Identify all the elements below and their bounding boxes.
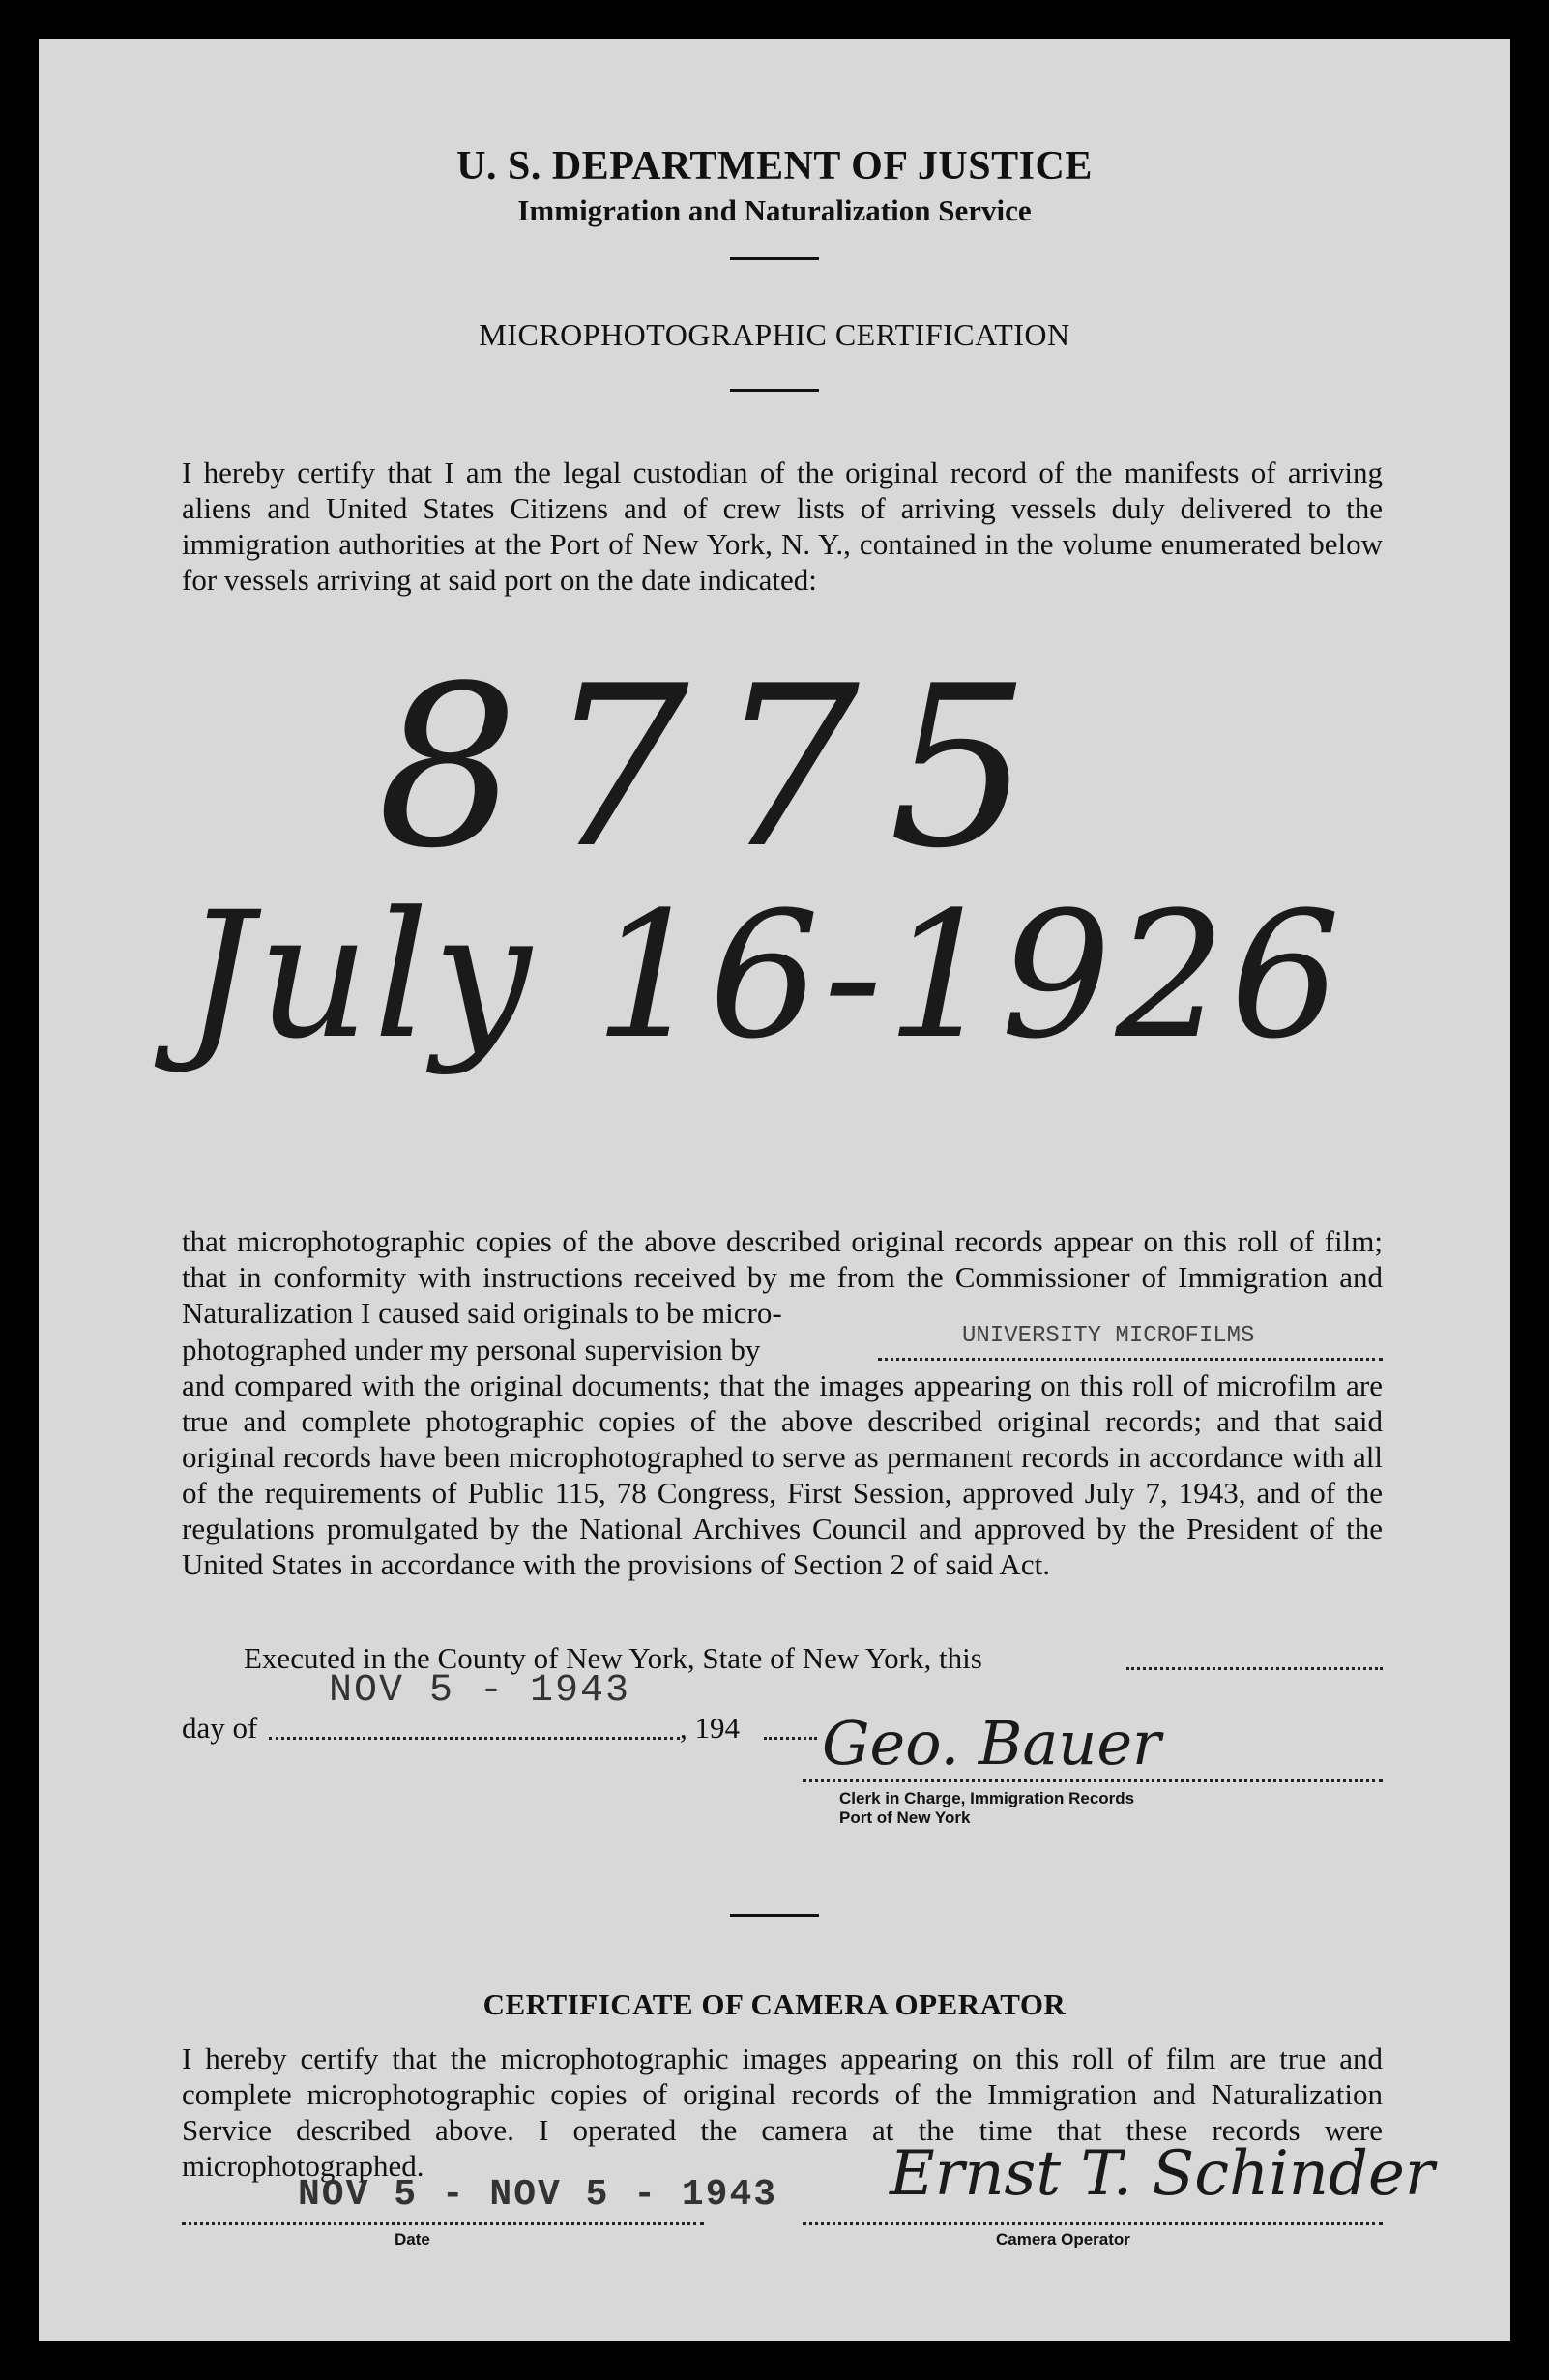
year-label: , 194	[680, 1711, 740, 1745]
executed-line	[1126, 1667, 1383, 1670]
day-of-label: day of	[182, 1711, 258, 1745]
photographed-by-line	[878, 1358, 1383, 1361]
clerk-signature-line	[803, 1779, 1383, 1782]
certification-body-part2: and compared with the original documents; that the images appearing on this roll of microfilm are true and complete photographic copies of the above described original records; and that said original records have been microphotographed to serve as permanent records in accordance with all of the requirements of Public 115, 78 Congress, First Session, approved July 7, 1943, and of the regulations promulgated by the National Archives Council and approved by the President of the United States in accordance with the provisions of Section 2 of said Act.	[182, 1368, 1383, 1581]
department-title: U. S. DEPARTMENT OF JUSTICE	[456, 144, 1093, 189]
certificate-page	[39, 39, 1510, 2341]
camera-operator-signature: Ernst T. Schinder	[890, 2138, 1435, 2210]
handwritten-volume-number: 8775	[377, 639, 1060, 897]
year-line	[764, 1737, 817, 1740]
date-line	[182, 2222, 704, 2225]
clerk-title-line1: Clerk in Charge, Immigration Records	[839, 1789, 1135, 1807]
photographed-by-stamp: UNIVERSITY MICROFILMS	[962, 1323, 1255, 1349]
clerk-title-line2: Port of New York	[839, 1808, 971, 1827]
certification-intro: I hereby certify that I am the legal custodian of the original record of the manifests of arriving aliens and United States Citizens and of crew lists of arriving vessels duly delivered to the immigration authorities at the Port of New York, N. Y., contained in the volume enumerated below for vessels arriving at said port on the date indicated:	[182, 455, 1383, 597]
executed-date-stamp: NOV 5 - 1943	[329, 1669, 631, 1713]
divider	[730, 257, 819, 260]
divider	[730, 389, 819, 392]
executed-text: Executed in the County of New York, State of New York, this	[244, 1641, 982, 1675]
operator-date-stamp: NOV 5 - NOV 5 - 1943	[298, 2174, 778, 2216]
handwritten-date: July 16-1926	[184, 875, 1345, 1077]
camera-operator-line	[803, 2222, 1383, 2225]
divider	[730, 1914, 819, 1917]
service-subtitle: Immigration and Naturalization Service	[517, 193, 1032, 227]
clerk-signature: Geo. Bauer	[822, 1708, 1161, 1778]
certification-body-part1: that microphotographic copies of the above described original records appear on this roll of film; that in conformity with instructions received by me from the Commissioner of Immigration and Naturalization I caused said originals to be micro-	[182, 1224, 1383, 1330]
day-of-line	[269, 1737, 680, 1740]
camera-operator-text: I hereby certify that the microphotographic images appearing on this roll of film are true and complete microphotographic copies of original records of the Immigration and Naturalization Service described above. I operated the camera at the time that these records were microphotographed.	[182, 2042, 1383, 2183]
certification-heading: MICROPHOTOGRAPHIC CERTIFICATION	[479, 317, 1070, 352]
camera-operator-heading: CERTIFICATE OF CAMERA OPERATOR	[482, 1987, 1067, 2021]
camera-operator-label: Camera Operator	[996, 2230, 1130, 2248]
date-label: Date	[395, 2230, 430, 2248]
photographed-by-label: photographed under my personal supervision by	[182, 1333, 761, 1366]
